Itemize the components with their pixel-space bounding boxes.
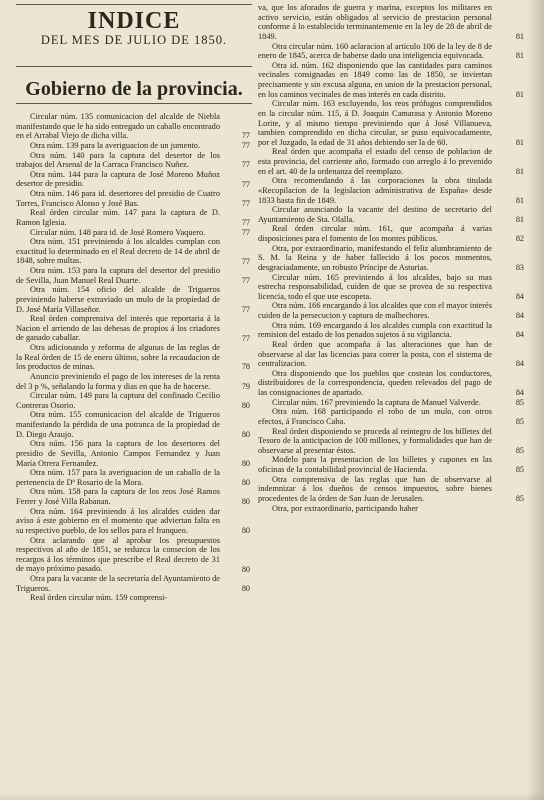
entry-text: Otra núm. 157 para la averiguacion de un caballo de la pertenencia de Dª Rosario de la Mora. [16,468,220,487]
page-number: 80 [241,477,250,487]
entry [16,593,252,603]
entry-text: Otra núm. 144 para la captura de José Moreno Muñoz desertor de presidio. [16,169,220,189]
entry [16,507,252,536]
page-number: 84 [515,291,524,301]
entry [16,170,252,189]
entry-text: Real órden circular núm. 147 para la captura de D. Ramon Iglesia. [16,208,220,227]
page-number: 77 [241,179,250,189]
entry-text: Real órden comprensiva del interés que reportaria á la Nacion el arriendo de las dehesas de propios á los criadores de ganado caballar. [16,314,220,343]
page-number: 80 [241,564,250,574]
entry-text: Otra comprensiva de las reglas que han de observarse al indemnizar á los dueños de censos impuestos, sobre bienes procedentes de la órden de San Juan de Jerusalen. [258,474,492,503]
entry-text: Circular núm. 167 previniendo la captura de Manuel Valverde. [272,397,481,407]
entry [16,112,252,141]
page-number: 85 [515,445,524,455]
entry [258,504,526,514]
page-number: 80 [241,429,250,439]
entry [258,61,526,100]
page-number: 81 [515,137,524,147]
page-number: 81 [515,89,524,99]
entry-text: Otra núm. 155 comunicacion del alcalde de Trigueros manifestando la pérdida de una potranca de la propiedad de D. Diego Araujo. [16,410,220,439]
entry-text: Otra para la vacante de la secretaría del Ayuntamiento de Trigueros. [16,574,220,593]
index-header [16,8,252,48]
page-number: 77 [241,131,250,141]
entry-text: Otra núm. 156 para la captura de los desertores del presidio de Sevilla, Antonio Campos Fernandez y Juan María Otrera Fernandez. [16,439,220,468]
entry-text: Modelo para la presentacion de los billetes y cupones en las oficinas de la contabilidad provincial de Hacienda. [258,455,492,474]
entry-text: Otra, por extraordinario, manifestando el feliz alumbramiento de S. M. la Reina y de haber fallecido á los pocos momentos, desgraciadamente, un robusto Príncipe de Asturias. [258,243,492,272]
entry-text: Real órden que acompaña á las alteraciones que han de observarse al dar las licencias para correr la posta, con el sistema de centralizacion. [258,339,492,369]
entry [16,237,252,266]
entry-text: Circular núm. 163 excluyendo, los reos prófugos comprendidos en la circular núm. 115, á D. Joaquin Camarasa y Antonio Moreno Lorite, y al mismo tiempo previniendo que á José Villanueva, tambien comprendido en dicha circular, se puso equivocadamente, por el Juzgado, la edad de 31 años debiendo ser la de 60. [258,99,492,147]
entry-text: Real órden disponiendo se proceda al reintegro de los billetes del Tesoro de la anticipacion de 100 millones, y formalidades que han de observarse al presentar éstos. [258,426,492,455]
entry [16,439,252,468]
entry-text: Otra núm. 154 oficio del alcalde de Trigueros previniendo haberse extraviado un mulo de la propiedad de D. José María Villaseñor. [16,285,220,314]
entry [16,574,252,593]
page-bottom-shade [0,792,544,800]
entry [258,273,526,302]
entry [16,343,252,372]
page-number: 79 [241,381,250,391]
entry [258,427,526,456]
page-subtitle: DEL MES DE JULIO DE 1850. [40,33,228,47]
entry-text: Otra núm. 168 participando el robo de un mulo, con otros efectos, á Francisco Caba. [258,407,492,426]
left-entries [16,112,252,603]
entry [258,42,526,61]
entry [16,228,252,238]
section-rule [16,103,252,104]
entry-text: Circular anunciando la vacante del destino de secretario del Ayuntamiento de Sta. Olalla. [258,205,492,224]
entry-text: Anuncio previniendo el pago de los intereses de la renta del 3 p %, señalando la forma y dias en que ha de hacerse. [16,371,220,391]
section-title: Gobierno de la provincia. [25,78,243,100]
page-number: 80 [241,458,250,468]
entry-text: Otra, por extraordinario, participando haber [272,503,418,513]
entry-text: Otra núm. 164 previniendo á los alcaldes cuiden dar aviso á este gobierno en el momento que adviertan falta en su respectivo pueblo, de los sellos para el franqueo. [16,506,220,535]
entry [258,224,526,243]
page-number: 84 [515,330,524,340]
page-number: 84 [515,311,524,321]
entry [258,99,526,147]
entry [258,340,526,369]
page-title: INDICE [87,8,181,34]
entry [16,314,252,343]
page-number: 80 [241,583,250,593]
entry [258,407,526,426]
entry-text: Otra recomendando á las corporaciones la obra titulada «Recopilacion de la legislacion administrativa de España» desde 1833 hasta fin de 1849. [258,176,492,205]
page-number: 77 [241,227,250,237]
page-number: 85 [515,417,524,427]
entry [258,455,526,474]
entry-text: Circular núm. 135 comunicacion del alcalde de Niebla manifestando que le ha sido entregado un caballo encontrado en el Arrabal Viejo de dicha villa. [16,112,220,141]
entry-text: Otra núm. 153 para la captura del desertor del presidio de Sevilla, Juan Manuel Real Duarte. [16,266,220,285]
entry-text: Otra id. núm. 162 disponiendo que las cantidades para caminos vecinales consignadas en 1849 como las de 1850, se inviertan precisamente y sin excusa alguna, en union de la prestacion personal, en los caminos vecinales de mas interés en cada distrito. [258,60,492,99]
entry-text: Otra núm. 166 encargando á los alcaldes que con el mayor interés cuiden de la persecucion y captura de malhechores. [258,301,492,320]
top-rule [16,4,252,5]
page-number: 80 [241,400,250,410]
page-number: 77 [241,160,250,170]
entry [16,141,252,151]
page-number: 78 [241,362,250,372]
entry [258,369,526,398]
entry [258,321,526,340]
entry [258,301,526,320]
entry [258,205,526,224]
page-number: 77 [241,141,250,151]
entry [258,244,526,273]
page-number: 77 [241,333,250,343]
entry-text: Otra núm. 158 para la captura de los reos José Ramos Ferrer y José Villa Rabanan. [16,487,220,506]
entry [16,372,252,391]
entry-text: Real órden circular núm. 161, que acompaña á varias disposiciones para el fomento de los montes públicos. [258,224,492,243]
entry [16,487,252,506]
entry-text: Circular núm. 149 para la captura del confinado Cecilio Contreras Osorio. [16,391,220,410]
page-number: 84 [515,359,524,369]
page-number: 77 [241,275,250,285]
entry [16,208,252,227]
page-number: 81 [515,166,524,176]
entry-text: Circular núm. 165 previniendo á los alcaldes, bajo su mas estrecha responsabilidad, cuiden de que se provea de su respectiva licencia, todo el que use escopeta. [258,272,492,301]
page-number: 85 [515,494,524,504]
entry-text: Real órden que acompaña el estado del censo de poblacion de esta provincia, del corriente año, formado con arreglo á lo prevenido en el art. 40 de la ordenanza del reemplazo. [258,147,492,176]
page-number: 85 [515,397,524,407]
entry [16,151,252,170]
entry [16,468,252,487]
entry [258,398,526,408]
header-rule [16,66,252,67]
entry-text: Otra circular núm. 160 aclaracion al artículo 106 de la ley de 8 de enero de 1845, acerca de haberse dado una inteligencia equivocada. [258,41,492,61]
entry [16,410,252,439]
page-number: 81 [515,51,524,61]
entry [16,266,252,285]
entry [258,475,526,504]
entry-text: Otra núm. 169 encargando á los alcaldes cumpla con exactitud la remision del estado de los penados sujetos á su vigilancia. [258,320,492,340]
page-number: 77 [241,218,250,228]
page-number: 77 [241,304,250,314]
page-number: 83 [515,263,524,273]
page-number: 82 [515,234,524,244]
entry-text: Otra núm. 146 para id. desertores del presidio de Cuatro Torres, Francisco Alonso y José Bas. [16,189,220,208]
entry-text: Otra núm. 139 para la averiguacion de un jumento. [30,140,201,150]
entry [258,3,526,42]
page-number: 77 [241,256,250,266]
page-number: 80 [241,526,250,536]
entry [16,285,252,314]
entry [258,147,526,176]
entry-text: Otra aclarando que al aprobar los presupuestos respectivos al año de 1851, se reduzca la consecion de los recargos á los términos que prescribe el Real decreto de 31 de mayo próximo pasado. [16,535,220,574]
entry [16,536,252,575]
page-number: 81 [515,195,524,205]
page-number: 85 [515,465,524,475]
entry-text: Otra disponiendo que los pueblos que costean los conductores, distribuidores de la correspondencia, queden relevados del pago de las consignaciones de apartado. [258,368,492,397]
entry-text: Real órden circular núm. 159 comprensi- [30,593,168,603]
right-entries [258,3,526,513]
entry-text: Circular núm. 148 para id. de José Romero Vaquero. [30,227,206,237]
page-number: 77 [241,198,250,208]
page-number: 81 [515,32,524,42]
entry-text: Otra núm. 151 previniendo á los alcaldes cumplan con exactitud lo determinado en el Real decreto de 14 de abril de 1848, sobre multas. [16,237,220,266]
entry [16,391,252,410]
entry-text: Otra adicionando y reforma de algunas de las reglas de la Real órden de 15 de enero último, sobre la recaudacion de los productos de minas. [16,343,220,372]
page-number: 84 [515,388,524,398]
entry [16,189,252,208]
entry [258,176,526,205]
page-edge-shadow [526,0,544,800]
entry-text: Otra núm. 140 para la captura del desertor de los trabajos del Arsenal de la Carraca Francisco Nuñez. [16,150,220,170]
page-number: 81 [515,214,524,224]
page-number: 80 [241,497,250,507]
entry-text: va, que los aforados de guerra y marina, exceptos los militares en activo servicio, están obligados al servicio de prestacion personal conforme á lo establecido terminantemente en la ley de 28 de abril de 1849. [258,3,492,41]
